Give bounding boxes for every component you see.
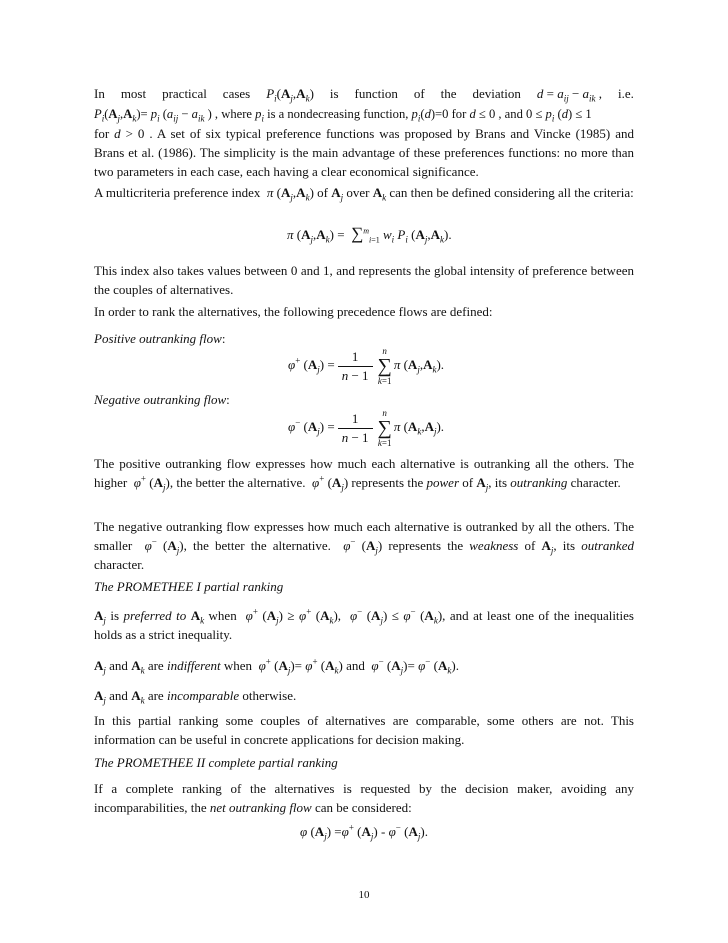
equation-preference-index: π $(A_j,A_k) = \sum^m_{i=1}$ $w_i$ $P_i$ $(A_j,A_k)$. [287, 224, 452, 245]
paragraph-7: $A_j$ is preferred to $A_k$ when φ+ $(A_j) \ge \varphi^+$ $(A_k)$, φ− $(A_j) \le \varphi^-$ $(A_k)$, and at least one of the inequalities holds as a strict inequality. [94, 606, 634, 642]
paragraph-11: If a complete ranking of the alternatives is requested by the decision maker, avoiding any incomparabilities, the net outranking flow can be considered: [94, 781, 634, 815]
paragraph-4: In order to rank the alternatives, the following precedence flows are defined: [94, 304, 493, 319]
paragraph-1-line-1: In most practical cases $P_i(A_j,A_k)$ is function of the deviation $d = a_{ij} - a_{ik}$ , i.e. [94, 86, 634, 104]
paragraph-8: $A_j$ and $A_k$ are indifferent when φ+ $(A_j)= \varphi^+$ $(A_k)$ and φ− $(A_j)= \varphi^-$ $(A_k)$. [94, 656, 459, 676]
section-heading-promethee-1: The PROMETHEE I partial ranking [94, 579, 284, 594]
negative-flow-label: Negative outranking flow: [94, 392, 230, 407]
positive-flow-label: Positive outranking flow: [94, 331, 226, 346]
equation-positive-flow: φ+ $(A_j)$ = $\frac{1}{n - 1}$ n ∑ k=1π $(A_j,A_k)$. [288, 346, 445, 386]
paragraph-5: The positive outranking flow expresses how much each alternative is outranking all the others. The higher φ+ $(A_j)$, the better the alternative. φ+ $(A_j)$ represents the power of $A_j$, its outranking character. [94, 456, 634, 493]
paragraph-10: In this partial ranking some couples of alternatives are comparable, some others are not. This information can be useful in concrete applications for decision making. [94, 713, 634, 747]
equation-net-flow: φ $(A_j) =\varphi^+$ $(A_j) - \varphi^-$ $(A_j)$. [300, 822, 428, 842]
section-heading-promethee-2: The PROMETHEE II complete partial ranking [94, 755, 338, 770]
paragraph-6: The negative outranking flow expresses how much each alternative is outranked by all the others. The smaller φ− $(A_j)$, the better the alternative. φ− $(A_j)$ represents the weakness of $A_j$, its outranked character. [94, 519, 634, 572]
paragraph-9: $A_j$ and $A_k$ are incomparable otherwise. [94, 688, 297, 706]
page-number: 10 [358, 889, 370, 901]
paragraph-1-line-2: $P_i(A_j,A_k)= p_i$ ($a_{ij} - a_{ik}$ ) , where $p_i$ is a nondecreasing function, $p_i(d)=0$ for d ≤ 0 , and $0 \le p_i$ (d) ≤ 1 [94, 107, 592, 124]
paragraph-2: A multicriteria preference index π $(A_j,A_k)$ of $A_j$ over $A_k$ can then be defined considering all the criteria: [94, 185, 634, 203]
paragraph-1-rest: for d > 0 . A set of six typical preference functions was proposed by Brans and Vincke (1985) and Brans et al. (1986). The simplicity is the main advantage of these preferences functions: no more than two parameters in each case, each having a clear economical significance. [94, 126, 634, 179]
paragraph-3: This index also takes values between 0 and 1, and represents the global intensity of preference between the couples of alternatives. [94, 263, 634, 297]
equation-negative-flow: φ− $(A_j)$ = $\frac{1}{n - 1}$ n ∑ k=1π $(A_k,A_j)$. [288, 408, 445, 448]
